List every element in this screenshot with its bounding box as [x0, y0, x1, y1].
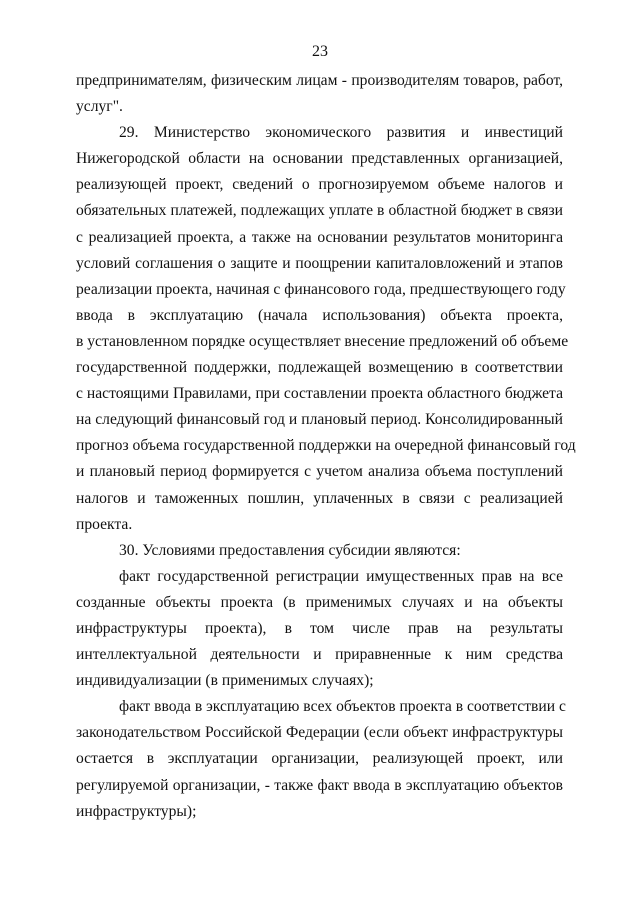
text-line: обязательных платежей, подлежащих уплате в областной бюджет в связи: [76, 202, 563, 220]
text-line: налогов и таможенных пошлин, уплаченных в связи с реализацией: [76, 489, 563, 507]
text-line: созданные объекты проекта (в применимых случаях и на объекты: [76, 593, 563, 611]
paragraph-30-condition-registration: [76, 564, 563, 694]
paragraph-continuation: [76, 68, 563, 120]
text-line: остается в эксплуатации организации, реализующей проект, или: [76, 750, 563, 768]
page-number: 23: [312, 43, 328, 60]
text-line: реализующей проект, сведений о прогнозируемом объеме налогов и: [76, 176, 563, 194]
text-line: проекта.: [76, 515, 133, 533]
text-line: инфраструктуры проекта), в том числе прав на результаты: [76, 619, 563, 637]
text-line: услуг".: [76, 98, 123, 116]
text-line: предпринимателям, физическим лицам - производителям товаров, работ,: [76, 72, 563, 89]
text-line: реализации проекта, начиная с финансового года, предшествующего году: [76, 280, 566, 298]
text-line: с настоящими Правилами, при составлении проекта областного бюджета: [76, 385, 563, 403]
text-line: 29. Министерство экономического развития и инвестиций: [119, 124, 563, 142]
text-line: и плановый период формируется с учетом анализа объема поступлений: [76, 463, 563, 481]
text-line: факт ввода в эксплуатацию всех объектов проекта в соответствии с: [119, 698, 566, 716]
text-line: Нижегородской области на основании представленных организацией,: [76, 150, 563, 168]
document-body: [76, 68, 576, 825]
text-line: с реализацией проекта, а также на основании результатов мониторинга: [76, 228, 563, 246]
text-line: интеллектуальной деятельности и приравненные к ним средства: [76, 646, 563, 664]
text-line: прогноз объема государственной поддержки на очередной финансовый год: [76, 437, 576, 455]
text-line: 30. Условиями предоставления субсидии являются:: [119, 541, 461, 559]
text-line: индивидуализации (в применимых случаях);: [76, 672, 374, 690]
text-line: регулируемой организации, - также факт ввода в эксплуатацию объектов: [76, 776, 563, 794]
text-line: на следующий финансовый год и плановый период. Консолидированный: [76, 411, 563, 429]
text-line: ввода в эксплуатацию (начала использования) объекта проекта,: [76, 306, 563, 324]
text-line: государственной поддержки, подлежащей возмещению в соответствии: [76, 359, 563, 377]
text-line: законодательством Российской Федерации (если объект инфраструктуры: [76, 724, 563, 742]
paragraph-29: [76, 120, 576, 538]
text-line: в установленном порядке осуществляет внесение предложений об объеме: [76, 332, 569, 350]
text-line: условий соглашения о защите и поощрении капиталовложений и этапов: [76, 254, 563, 272]
text-line: инфраструктуры);: [76, 802, 197, 820]
paragraph-30: [76, 538, 563, 564]
paragraph-30-condition-commissioning: [76, 694, 566, 824]
text-line: факт государственной регистрации имущественных прав на все: [119, 567, 563, 585]
